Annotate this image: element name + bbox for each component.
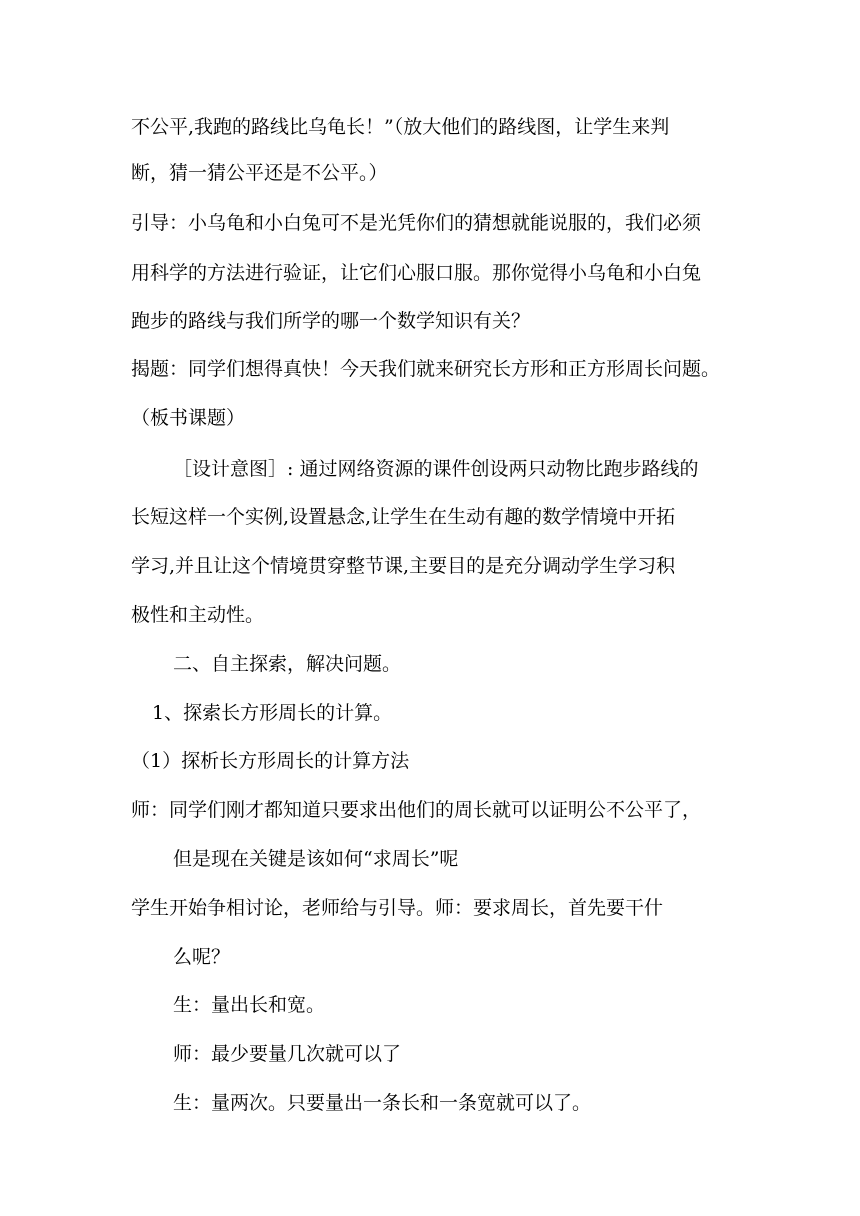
text-line: 么呢？ xyxy=(173,946,231,968)
sub-subsection-heading: （1）探析长方形周长的计算方法 xyxy=(131,750,410,772)
text-line: 但是现在关键是该如何“求周长”呢 xyxy=(173,848,459,870)
text-line: 学习,并且让这个情境贯穿整节课,主要目的是充分调动学生学习积 xyxy=(131,555,676,577)
section-heading: 二、自主探索，解决问题。 xyxy=(173,653,402,675)
text-line: 生：量出长和宽。 xyxy=(173,994,326,1016)
text-line: 不公平,我跑的路线比乌龟长！”（放大他们的路线图，让学生来判 xyxy=(131,116,670,138)
text-line: 用科学的方法进行验证，让它们心服口服。那你觉得小乌龟和小白兔 xyxy=(131,262,702,284)
text-line: 引导：小乌龟和小白兔可不是光凭你们的猜想就能说服的，我们必须 xyxy=(131,212,702,234)
text-line: （板书课题） xyxy=(131,407,246,429)
text-line: 师：最少要量几次就可以了 xyxy=(173,1043,402,1065)
text-line: 师：同学们刚才都知道只要求出他们的周长就可以证明公不公平了， xyxy=(131,799,702,821)
text-line: 极性和主动性。 xyxy=(131,604,265,626)
text-line: 揭题：同学们想得真快！今天我们就来研究长方形和正方形周长问题。 xyxy=(131,358,721,380)
subsection-heading: 1、探索长方形周长的计算。 xyxy=(152,702,393,724)
text-line: ［设计意图］: 通过网络资源的课件创设两只动物比跑步路线的 xyxy=(173,458,699,480)
text-line: 断，猜一猜公平还是不公平。） xyxy=(131,162,388,184)
text-line: 长短这样一个实例,设置悬念,让学生在生动有趣的数学情境中开拓 xyxy=(131,506,676,528)
text-line: 跑步的路线与我们所学的哪一个数学知识有关？ xyxy=(131,310,531,332)
text-line: 生：量两次。只要量出一条长和一条宽就可以了。 xyxy=(173,1092,592,1114)
text-line: 学生开始争相讨论，老师给与引导。师：要求周长，首先要干什 xyxy=(131,897,664,919)
